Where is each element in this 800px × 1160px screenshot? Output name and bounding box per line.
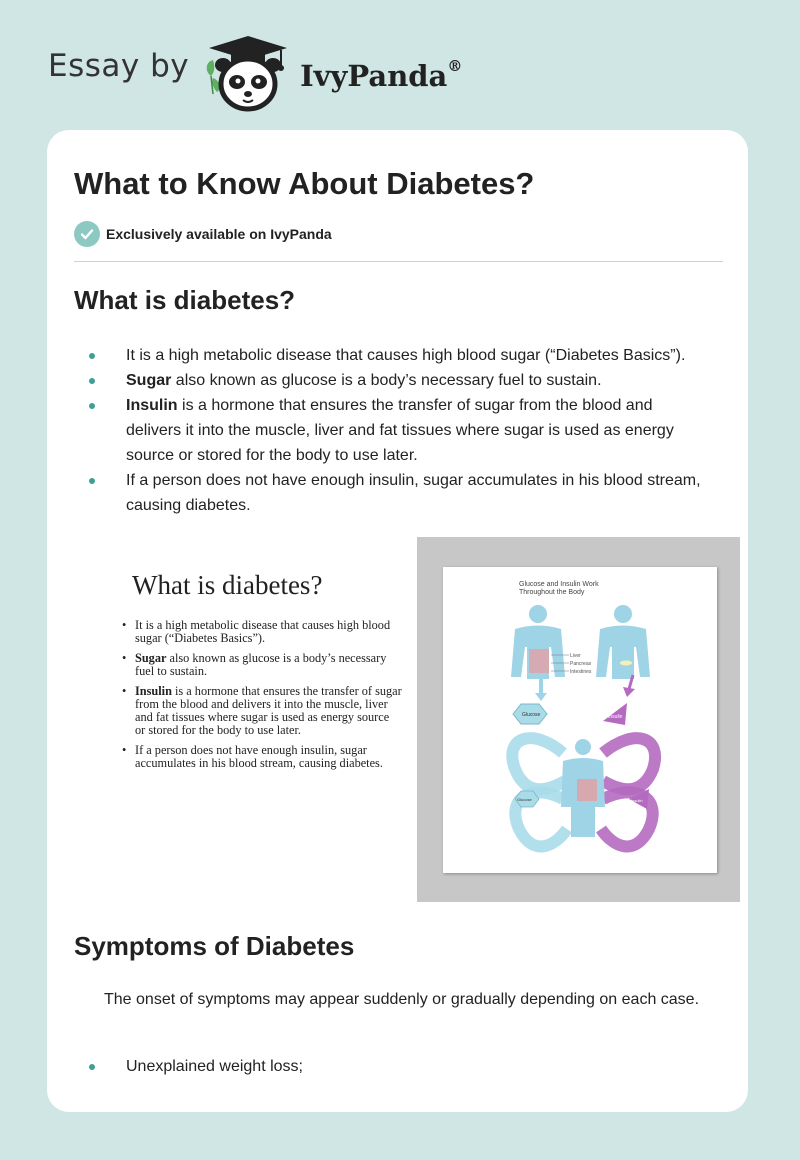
svg-text:Intestines: Intestines: [570, 669, 592, 675]
list-item: • Insulin is a hormone that ensures the transfer of sugar from the blood and delivers it into the muscle, liver and fat tissues where sugar is used as energy source or stored for the body to use later.: [122, 685, 402, 737]
svg-text:Pancreas: Pancreas: [570, 661, 592, 667]
symptoms-paragraph: The onset of symptoms may appear suddenly or gradually depending on each case.: [104, 991, 700, 1008]
body-silhouette-center: [561, 739, 605, 837]
panda-logo-icon: [201, 32, 296, 112]
slide-title: What is diabetes?: [132, 570, 323, 600]
body-silhouette-right: [596, 605, 650, 679]
glucose-insulin-diagram: [443, 567, 717, 873]
article-card: [47, 130, 748, 1112]
list-item: • Sugar also known as glucose is a body’s necessary fuel to sustain.: [122, 652, 402, 678]
svg-text:Liver: Liver: [570, 653, 581, 659]
section-heading-what-is-diabetes: What is diabetes?: [74, 285, 296, 315]
list-item: Sugar also known as glucose is a body’s necessary fuel to sustain.: [87, 368, 707, 393]
divider: [74, 261, 723, 262]
slide-bullet-list: [122, 619, 402, 770]
svg-text:Insulin: Insulin: [631, 798, 643, 803]
exclusive-badge: [74, 221, 332, 247]
svg-text:Glucose: Glucose: [517, 797, 532, 802]
list-item: If a person does not have enough insulin, sugar accumulates in his blood stream, causing diabetes.: [87, 468, 707, 518]
brand-name[interactable]: IvyPanda®: [300, 57, 463, 93]
list-item: Insulin is a hormone that ensures the transfer of sugar from the blood and delivers it into the muscle, liver and fat tissues where sugar is used as energy source or stored for the body to use later.: [87, 393, 707, 468]
slide-text: [122, 570, 402, 777]
section-heading-symptoms: Symptoms of Diabetes: [74, 931, 355, 961]
glucose-insulin-figure: [417, 537, 740, 902]
diabetes-bullet-list: [87, 343, 707, 518]
figure-title: Glucose and Insulin Work Throughout the Body: [519, 581, 599, 596]
exclusive-label: Exclusively available on IvyPanda: [106, 226, 332, 242]
figure-paper: [443, 567, 717, 873]
essay-by-label: Essay by: [48, 48, 190, 84]
list-item: It is a high metabolic disease that causes high blood sugar (“Diabetes Basics”).: [87, 343, 707, 368]
body-silhouette-left: [511, 605, 565, 679]
list-item: • It is a high metabolic disease that causes high blood sugar (“Diabetes Basics”).: [122, 619, 402, 645]
svg-text:Insulin: Insulin: [608, 714, 623, 720]
site-header: [48, 32, 462, 112]
checkmark-icon: [74, 221, 100, 247]
page-title: What to Know About Diabetes?: [74, 166, 535, 201]
svg-text:Glucose: Glucose: [522, 712, 541, 718]
list-item: • If a person does not have enough insulin, sugar accumulates in his blood stream, causing diabetes.: [122, 744, 402, 770]
list-item: Unexplained weight loss;: [87, 1054, 707, 1079]
symptoms-bullet-list: [87, 1054, 707, 1079]
